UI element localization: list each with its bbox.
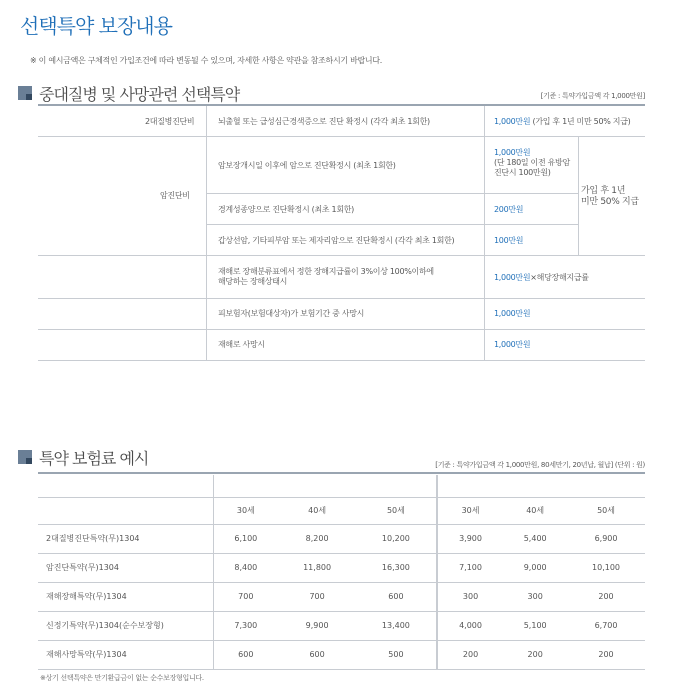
page-title: 선택특약 보장내용 <box>20 14 172 38</box>
section1-note: [기준 : 특약가입금액 각 1,000만원] <box>540 92 645 100</box>
section-square-icon <box>18 86 32 100</box>
age-header: 40세 <box>278 497 356 524</box>
category-cancer: 암진단비 <box>160 191 190 200</box>
row-amount: 1,000만원×해당장해지급률 <box>494 273 589 282</box>
row-desc: 암보장개시일 이후에 암으로 진단확정시 (최초 1회한) <box>218 161 396 170</box>
age-header: 30세 <box>213 497 278 524</box>
row-desc: 재해로 장해분류표에서 정한 장해지급률이 3%이상 100%이하에 해당하는 장해상태시 <box>218 267 434 286</box>
section2-header <box>18 446 148 468</box>
row-amount: 1,000만원 (단 180일 이전 유방암 진단시 100만원) <box>494 148 570 177</box>
table-row: 신정기특약(무)1304(순수보장형) 7,300 9,900 13,400 4,000 5,100 6,700 <box>38 611 645 640</box>
row-amount: 200만원 <box>494 205 524 214</box>
row-desc: 갑상선암, 기타피부암 또는 제자리암으로 진단확정시 (각각 최초 1회한) <box>218 236 455 245</box>
notice-text: ※ 이 예시금액은 구체적인 가입조건에 따라 변동될 수 있으며, 자세한 사항은 약관을 참조하시기 바랍니다. <box>30 56 383 65</box>
table-row: 2대질병진단특약(무)1304 6,100 8,200 10,200 3,900 5,400 6,900 <box>38 524 645 553</box>
category-2-disease: 2대질병진단비 <box>145 117 195 126</box>
table-row: 재해사망특약(무)1304 600 600 500 200 200 200 <box>38 640 645 669</box>
section1-header <box>18 82 239 104</box>
row-desc: 피보험자(보험대상자)가 보험기간 중 사망시 <box>218 309 365 318</box>
row-amount: 100만원 <box>494 236 524 245</box>
table-row: 암진단특약(무)1304 8,400 11,800 16,300 7,100 9,000 10,100 <box>38 553 645 582</box>
age-header: 40세 <box>503 497 567 524</box>
footnote: ※상기 선택특약은 만기환급금이 없는 순수보장형입니다. <box>40 674 204 682</box>
premium-table <box>38 475 645 670</box>
age-header: 30세 <box>437 497 504 524</box>
cancer-side-note: 가입 후 1년 미만 50% 지급 <box>581 186 639 207</box>
section-square-icon <box>18 450 32 464</box>
section2-note: [기준 : 특약가입금액 각 1,000만원, 80세만기, 20년납, 월납] (단위 : 원) <box>435 461 645 469</box>
table-row: 재해장해특약(무)1304 700 700 600 300 300 200 <box>38 582 645 611</box>
row-desc: 재해로 사망시 <box>218 340 265 349</box>
section1-title: 중대질병 및 사망관련 선택특약 <box>39 84 240 104</box>
row-amount: 1,000만원 (가입 후 1년 미만 50% 지급) <box>494 117 631 126</box>
section2-title: 특약 보험료 예시 <box>39 448 149 468</box>
row-amount: 1,000만원 <box>494 309 531 318</box>
row-desc: 경계성종양으로 진단확정시 (최초 1회한) <box>218 205 355 214</box>
row-amount: 1,000만원 <box>494 340 531 349</box>
age-header: 50세 <box>567 497 645 524</box>
age-header: 50세 <box>356 497 437 524</box>
row-desc: 뇌출혈 또는 급성심근경색증으로 진단 확정시 (각각 최초 1회한) <box>218 117 430 126</box>
